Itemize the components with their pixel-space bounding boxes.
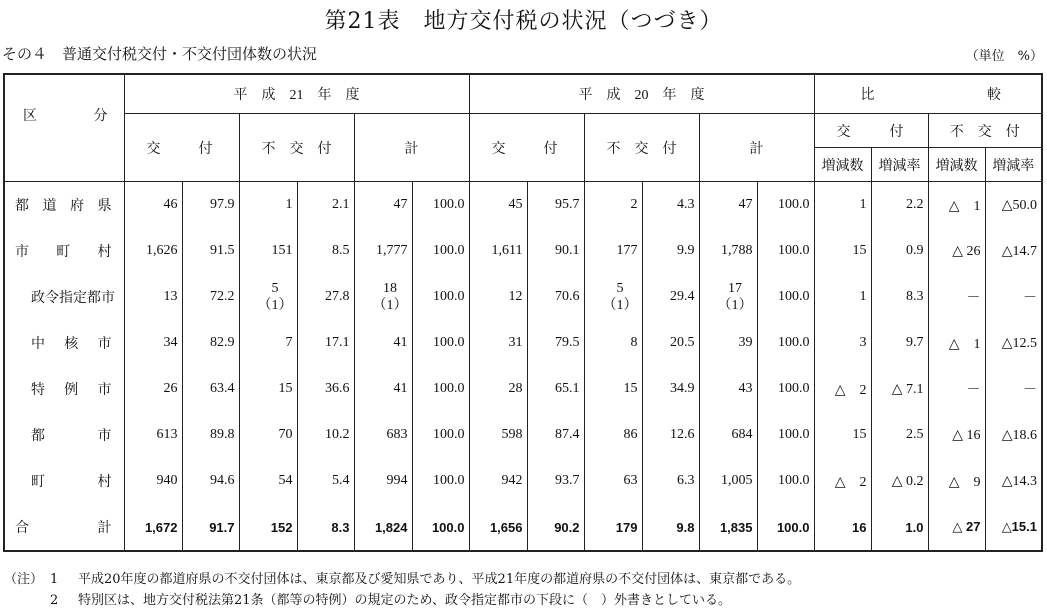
table-row xyxy=(4,274,1042,320)
table-cell: 34 xyxy=(124,320,182,366)
table-cell: △ 2 xyxy=(814,458,871,504)
cell-value: 17 xyxy=(728,281,742,296)
table-cell: 100.0 xyxy=(757,320,814,366)
row-label-char: 合 xyxy=(15,520,29,536)
table-cell: 41 xyxy=(354,366,412,412)
table-row xyxy=(4,458,1042,504)
table-cell: 54 xyxy=(239,458,297,504)
header-y21-kofu xyxy=(124,114,239,182)
table-row xyxy=(4,228,1042,274)
table-cell: 1,835 xyxy=(699,504,757,551)
note-item xyxy=(4,590,800,611)
table-cell: 8 xyxy=(584,320,642,366)
table-cell: 683 xyxy=(354,412,412,458)
note-lead xyxy=(4,590,50,611)
table-cell: △15.1 xyxy=(985,504,1042,551)
table-cell: 1,777 xyxy=(354,228,412,274)
note-number: 1 xyxy=(50,572,59,587)
table-cell: 27.8 xyxy=(297,274,354,320)
table-cell: 6.3 xyxy=(642,458,699,504)
table-cell: 63.4 xyxy=(182,366,239,412)
row-label-char: 市 xyxy=(97,337,112,352)
table-subtitle: その４ 普通交付税交付・不交付団体数の状況 xyxy=(2,45,318,63)
header-y20-kei: 計 xyxy=(699,114,814,182)
table-row xyxy=(4,182,1042,229)
header-cmp-fukofu: 不 交 付 xyxy=(928,114,1042,148)
header-char: 付 xyxy=(198,141,213,157)
table-cell: 17.1 xyxy=(297,320,354,366)
table-cell: 34.9 xyxy=(642,366,699,412)
table-cell: △12.5 xyxy=(985,320,1042,366)
row-label-char: 計 xyxy=(97,520,112,536)
row-label-char: 市 xyxy=(15,245,29,260)
table-cell: △ 27 xyxy=(928,504,985,551)
table-cell: 45 xyxy=(469,182,527,229)
table-cell: △ 7.1 xyxy=(871,366,928,412)
table-cell: 1 xyxy=(239,182,297,229)
header-char: 交 xyxy=(836,124,851,140)
row-label-char: 県 xyxy=(97,199,112,214)
table-cell: △ 2 xyxy=(814,366,871,412)
table-cell: 28 xyxy=(469,366,527,412)
table-cell: 2.2 xyxy=(871,182,928,229)
header-char: 付 xyxy=(889,124,904,140)
row-label-char: 市 xyxy=(97,429,112,444)
note-text: 平成20年度の都道府県の不交付団体は、東京都及び愛知県であり、平成21年度の都道府県の不交付団体は、東京都である。 xyxy=(78,572,801,587)
table-cell: 100.0 xyxy=(757,274,814,320)
table-cell: 100.0 xyxy=(757,412,814,458)
table-cell: 100.0 xyxy=(412,412,469,458)
row-label-char: 都 xyxy=(15,199,29,214)
table-cell: 31 xyxy=(469,320,527,366)
table-cell: 5.4 xyxy=(297,458,354,504)
table-cell: 100.0 xyxy=(757,228,814,274)
unit-label: （単位 %） xyxy=(965,49,1043,64)
table-cell: 16 xyxy=(814,504,871,551)
table-cell: 9.8 xyxy=(642,504,699,551)
table-cell: △14.3 xyxy=(985,458,1042,504)
table-cell: 2.1 xyxy=(297,182,354,229)
note-number: 2 xyxy=(50,593,59,608)
header-year21: 平 成 21 年 度 xyxy=(124,74,469,114)
table-cell: 86 xyxy=(584,412,642,458)
table-cell: － xyxy=(985,274,1042,320)
table-cell: 87.4 xyxy=(527,412,584,458)
table-cell: 100.0 xyxy=(412,182,469,229)
cell-subvalue: （1） xyxy=(372,298,408,313)
header-cmp-kofu xyxy=(814,114,928,148)
cell-subvalue: （1） xyxy=(717,298,753,313)
table-cell: 7 xyxy=(239,320,297,366)
row-label-char: 核 xyxy=(64,337,79,352)
table-cell: 15 xyxy=(239,366,297,412)
table-cell: 36.6 xyxy=(297,366,354,412)
table-cell: 94.6 xyxy=(182,458,239,504)
header-y20-fukofu: 不 交 付 xyxy=(584,114,699,182)
row-label xyxy=(4,182,124,229)
table-cell: 65.1 xyxy=(527,366,584,412)
table-cell: 91.5 xyxy=(182,228,239,274)
table-cell: 15 xyxy=(584,366,642,412)
table-cell: 100.0 xyxy=(412,504,469,551)
row-label-char: 市 xyxy=(97,383,112,398)
table-cell: 1,611 xyxy=(469,228,527,274)
header-zougen-ritsu: 増減率 xyxy=(985,148,1042,182)
table-cell: 177 xyxy=(584,228,642,274)
cell-value: 5 xyxy=(271,281,279,296)
table-cell: 613 xyxy=(124,412,182,458)
header-category xyxy=(4,74,124,182)
table-row xyxy=(4,320,1042,366)
table-cell xyxy=(584,274,642,320)
header-zougen-ritsu: 増減率 xyxy=(871,148,928,182)
table-cell: 15 xyxy=(814,228,871,274)
table-cell: 8.3 xyxy=(871,274,928,320)
row-label-char: 町 xyxy=(56,245,71,260)
cell-subvalue: （1） xyxy=(257,298,293,313)
header-year20: 平 成 20 年 度 xyxy=(469,74,814,114)
table-cell: 8.5 xyxy=(297,228,354,274)
table-cell: 97.9 xyxy=(182,182,239,229)
table-cell: 940 xyxy=(124,458,182,504)
table-cell: 12.6 xyxy=(642,412,699,458)
table-cell: △ 26 xyxy=(928,228,985,274)
table-cell: 1 xyxy=(814,274,871,320)
header-category-char: 区 xyxy=(23,109,37,124)
table-cell: 9.9 xyxy=(642,228,699,274)
row-label-char: 特 xyxy=(31,383,45,398)
table-cell: 12 xyxy=(469,274,527,320)
table-cell: 994 xyxy=(354,458,412,504)
row-label xyxy=(4,504,124,551)
header-char: 付 xyxy=(543,141,558,157)
row-label-char: 道 xyxy=(42,199,57,214)
table-cell: 100.0 xyxy=(412,320,469,366)
table-cell: 91.7 xyxy=(182,504,239,551)
table-cell: 79.5 xyxy=(527,320,584,366)
page-title: 第21表 地方交付税の状況（つづき） xyxy=(324,9,723,34)
table-cell: 1,672 xyxy=(124,504,182,551)
table-cell: 684 xyxy=(699,412,757,458)
table-cell: 46 xyxy=(124,182,182,229)
table-cell: 100.0 xyxy=(412,366,469,412)
table-cell: △18.6 xyxy=(985,412,1042,458)
table-cell: 942 xyxy=(469,458,527,504)
cell-subvalue: （1） xyxy=(602,298,638,313)
table-cell: △14.7 xyxy=(985,228,1042,274)
table-cell: 100.0 xyxy=(757,458,814,504)
table-cell: 89.8 xyxy=(182,412,239,458)
table-cell: 90.2 xyxy=(527,504,584,551)
table-cell: 15 xyxy=(814,412,871,458)
table-cell: 13 xyxy=(124,274,182,320)
table-cell: 43 xyxy=(699,366,757,412)
table-cell: 100.0 xyxy=(412,274,469,320)
note-text: 特別区は、地方交付税法第21条（都等の特例）の規定のため、政令指定都市の下段に（ ）外書きとしている。 xyxy=(78,593,732,608)
table-cell: 1,788 xyxy=(699,228,757,274)
row-label xyxy=(4,320,124,366)
status-table xyxy=(3,73,1043,552)
table-cell: 39 xyxy=(699,320,757,366)
table-cell: 1,005 xyxy=(699,458,757,504)
table-row xyxy=(4,504,1042,551)
header-zougen-su: 増減数 xyxy=(928,148,985,182)
row-label-char: 中 xyxy=(31,337,45,352)
table-cell: 90.1 xyxy=(527,228,584,274)
table-cell: － xyxy=(928,366,985,412)
table-cell: － xyxy=(985,366,1042,412)
cell-value: 18 xyxy=(383,281,397,296)
header-comparison-char: 較 xyxy=(987,88,1001,103)
row-label-char: 村 xyxy=(97,245,112,260)
table-cell: 100.0 xyxy=(757,366,814,412)
table-cell: 26 xyxy=(124,366,182,412)
row-label xyxy=(4,366,124,412)
table-row xyxy=(4,412,1042,458)
row-label: 政令指定都市 xyxy=(4,274,124,320)
row-label-char: 例 xyxy=(64,383,79,398)
header-y21-fukofu: 不 交 付 xyxy=(239,114,354,182)
table-cell: 70 xyxy=(239,412,297,458)
header-zougen-su: 増減数 xyxy=(814,148,871,182)
header-char: 交 xyxy=(491,141,506,157)
table-row xyxy=(4,366,1042,412)
table-cell: － xyxy=(928,274,985,320)
table-cell: 2 xyxy=(584,182,642,229)
table-cell: △50.0 xyxy=(985,182,1042,229)
table-cell: △ 1 xyxy=(928,182,985,229)
cell-value: 5 xyxy=(616,281,624,296)
row-label-char: 町 xyxy=(31,475,45,490)
header-comparison-char: 比 xyxy=(860,88,875,103)
table-cell: 8.3 xyxy=(297,504,354,551)
table-cell: 1.0 xyxy=(871,504,928,551)
table-cell: 151 xyxy=(239,228,297,274)
note-item xyxy=(4,569,800,590)
table-cell: 95.7 xyxy=(527,182,584,229)
table-cell xyxy=(239,274,297,320)
table-cell: 179 xyxy=(584,504,642,551)
header-y20-kofu xyxy=(469,114,584,182)
table-cell: △ 1 xyxy=(928,320,985,366)
row-label-char: 村 xyxy=(97,475,112,490)
table-cell: 598 xyxy=(469,412,527,458)
table-cell: 20.5 xyxy=(642,320,699,366)
table-cell: △ 16 xyxy=(928,412,985,458)
table-cell: 29.4 xyxy=(642,274,699,320)
table-cell: △ 9 xyxy=(928,458,985,504)
table-cell: 100.0 xyxy=(757,182,814,229)
table-cell: 1,626 xyxy=(124,228,182,274)
table-cell: 10.2 xyxy=(297,412,354,458)
table-cell: 0.9 xyxy=(871,228,928,274)
row-label xyxy=(4,458,124,504)
table-cell: 4.3 xyxy=(642,182,699,229)
table-cell: 100.0 xyxy=(412,228,469,274)
table-cell xyxy=(699,274,757,320)
header-comparison xyxy=(814,74,1042,114)
row-label-char: 都 xyxy=(31,429,45,444)
table-body xyxy=(4,182,1042,552)
header-category-char: 分 xyxy=(93,109,108,124)
table-cell: 1 xyxy=(814,182,871,229)
table-cell: 93.7 xyxy=(527,458,584,504)
table-cell: 1,656 xyxy=(469,504,527,551)
header-y21-kei: 計 xyxy=(354,114,469,182)
note-lead: （注） xyxy=(4,572,44,587)
header-char: 交 xyxy=(146,141,161,157)
table-cell: 47 xyxy=(354,182,412,229)
table-cell: 152 xyxy=(239,504,297,551)
table-cell: 100.0 xyxy=(757,504,814,551)
table-cell: △ 0.2 xyxy=(871,458,928,504)
notes xyxy=(4,569,800,611)
table-cell xyxy=(354,274,412,320)
row-label xyxy=(4,412,124,458)
row-label xyxy=(4,228,124,274)
table-cell: 1,824 xyxy=(354,504,412,551)
table-cell: 41 xyxy=(354,320,412,366)
table-cell: 2.5 xyxy=(871,412,928,458)
table-cell: 70.6 xyxy=(527,274,584,320)
row-label-char: 府 xyxy=(70,199,84,214)
table-cell: 63 xyxy=(584,458,642,504)
table-cell: 82.9 xyxy=(182,320,239,366)
table-cell: 3 xyxy=(814,320,871,366)
table-cell: 72.2 xyxy=(182,274,239,320)
table-cell: 9.7 xyxy=(871,320,928,366)
table-cell: 100.0 xyxy=(412,458,469,504)
table-cell: 47 xyxy=(699,182,757,229)
